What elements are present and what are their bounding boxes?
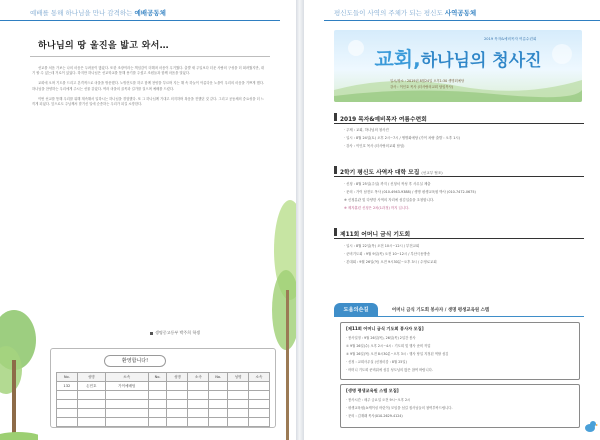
volunteer-box-line: ② 9월 26일(목) 오전 8시30분~오후 3시 : 행사 당일 지정된 역할 섬김 (346, 352, 449, 356)
left-header-line (0, 20, 280, 21)
notice-title: 2학기 평신도 사역자 대학 모집 (선교부 협조) (340, 170, 443, 176)
page-spine (296, 0, 304, 440)
left-page (0, 0, 296, 440)
notice-rule (334, 238, 584, 239)
bulletin-line (334, 316, 584, 317)
bulletin-tab: 도움의손길 (334, 303, 378, 317)
notice-rule (334, 176, 584, 177)
left-section-header: 예배를 통해 하나님을 만나 감격하는 예배공동체 (30, 9, 166, 17)
essay-paragraph: 교회에 오며 기도를 드리고 본격적으로 마을을 방문했다. 노방전도를 하고 함께 찬양을 부르며 지는 해 속 하늘이 아름다운 노을이 우리의 마음을 기쁘게 했다. 하나님을 찬양하는 우리에게 주시는 선물 같았다. 여러 마을의 골목과 길가를 걸으며 예배를 드렸다. (32, 81, 264, 91)
table-row (57, 400, 270, 409)
notice-title: 제11회 어머니 금식 기도회 (340, 232, 411, 238)
banner-info-line: 강사 : 이인호 목사 (더사랑의교회 담임목사) (390, 85, 454, 89)
square-bullet-icon (150, 332, 153, 335)
volunteer-box-line: · 어머니 기도회 준비위에 섬김 성도님의 많은 참여 바랍니다. (346, 368, 433, 372)
bulletin-header (334, 303, 584, 317)
notice-bar (334, 166, 337, 174)
tree-left-illustration-icon (0, 300, 38, 440)
notice-line: · 일시 : 8월 24일(토) 오후 2시~7시 / 생명회예당 (가이 차량 출발 : 오후 1시) (344, 136, 461, 140)
notice-line: · 문의 : 가이 남전도 목사 (010-4943-9388) / 생명 평생교육원 박사 (010-7472-0675) (344, 190, 476, 194)
notice-title: 2019 목자&예비목자 여름수련회 (340, 117, 427, 123)
table-row (57, 418, 270, 427)
volunteer-box-line: · 신청 : 교회사무실 (신청마감 : 8월 25일) (346, 360, 407, 364)
banner-subtitle: 2019 목자&예비목자 여름수련회 (484, 37, 537, 41)
essay-body (32, 66, 264, 112)
right-page (304, 0, 600, 440)
table-row (57, 409, 270, 418)
right-header-line (324, 20, 600, 21)
notice-bar (334, 228, 337, 236)
staff-box-line: · 문의 : 김재래 목사(010-2629-4124) (346, 414, 403, 418)
retreat-banner (334, 30, 582, 102)
table-row (57, 391, 270, 400)
bulletin-title: 어머니 금식 기도회 봉사자 / 생명 평생교육원 스텝 (392, 308, 490, 313)
notice-line: · 신청 : 8월 25일(주일) 까지 / 신청서 작성 후 사무실 제출 (344, 182, 431, 186)
volunteer-box-title: [제11회 어머니 금식 기도회 봉사자 모집] (346, 326, 424, 331)
bird-illustration-icon (582, 418, 598, 434)
welcome-table-header: No. 성명 소속 No. 성명 소속 No. 성명 소속 (57, 373, 270, 382)
volunteer-box-line: · 봉사일정 : 9월 26일(목), 26일(목) 2일간 봉사 (346, 336, 416, 340)
right-section-header: 평신도들이 사역의 주체가 되는 평신도 사역공동체 (334, 9, 477, 17)
notice-bar (334, 113, 337, 121)
notice-rule (334, 123, 584, 124)
notice-line: · 주제 : 교회, 하나님의 청사진 (344, 128, 389, 132)
staff-box-title: [생명 평생교육원 스텝 모집] (346, 388, 399, 393)
staff-box-line: · 봉사시간 : 매주 금요일 오전 9시~오후 2시 (346, 398, 411, 402)
notice-line: · 준비기도회 : 9월 9일(목) 오전 10~12시 / 부산극동방송 (344, 252, 431, 256)
notice-line: ※ 제자훈련 신청은 2차(1과정) 까지 입니다. (344, 206, 410, 210)
notice-line: · 일시 : 8월 22일(목) 오전 10시~12시 / 부전교회 (344, 244, 420, 248)
staff-box-line: · 평생교육원(쇼케이싱 어린이) 모임을 섬길 집사님들의 참여부탁드립니다. (346, 406, 453, 410)
banner-title: 교회,하나님의 청사진 (374, 47, 542, 71)
essay-title: 하나님의 땅 울진을 밟고 와서… (38, 41, 169, 51)
essay-author: 생명중고등부 박주희 학생 (150, 330, 200, 336)
table-row: 132 손민호 가이예배팀 (57, 382, 270, 391)
essay-paragraph: 이번 선교를 통해 우리를 위해 계속해서 일하시는 하나님을 경험했다. 또 그 하나님께 기대고 의지하며 복음을 전했던 것 같다. 그리고 공동체의 중요성을 더 느끼게 되었다. 앞으로도 주님께서 맡기신 일에 순종하는 우리가 되길 소망한다. (32, 96, 264, 107)
volunteer-box-line: ① 9월 26일(수) 오후 2시~4시 : 기도회 및 행사 준비 작업 (346, 344, 431, 348)
essay-title-rule (30, 56, 270, 57)
notice-line: ※ 신청분관 및 다양한 사역의 자리에 섬김입술을 초청합니다. (344, 198, 435, 202)
notice-line: · 강사 : 이인호 목사 (더사랑의교회 담임) (344, 144, 405, 148)
essay-paragraph: 선교를 처음 가보는 나의 마음은 두려움이 많았다. 또한 조장이라는 책임감이 더해져 마음이 무거웠다. 출발 새 주일보다 더운 사람의 구성을 더 떠려웠지만, 대기 할 수 있는데 거로이 있었다. 하지만 하나님은 선교학교를 통해 용기를 주셨고 조원들과 함께 마음을 열었다. (32, 66, 264, 76)
notice-line: · 본대회 : 9월 26일(목) 오전 9시30분~오후 3시 / 수영로교회 (344, 260, 437, 264)
welcome-title: 환영합니다! (104, 355, 166, 367)
banner-info-line: 일시/장소 : 2019년 8월24일 오후1:30 생명회예당 (390, 79, 465, 83)
welcome-table (56, 372, 270, 427)
